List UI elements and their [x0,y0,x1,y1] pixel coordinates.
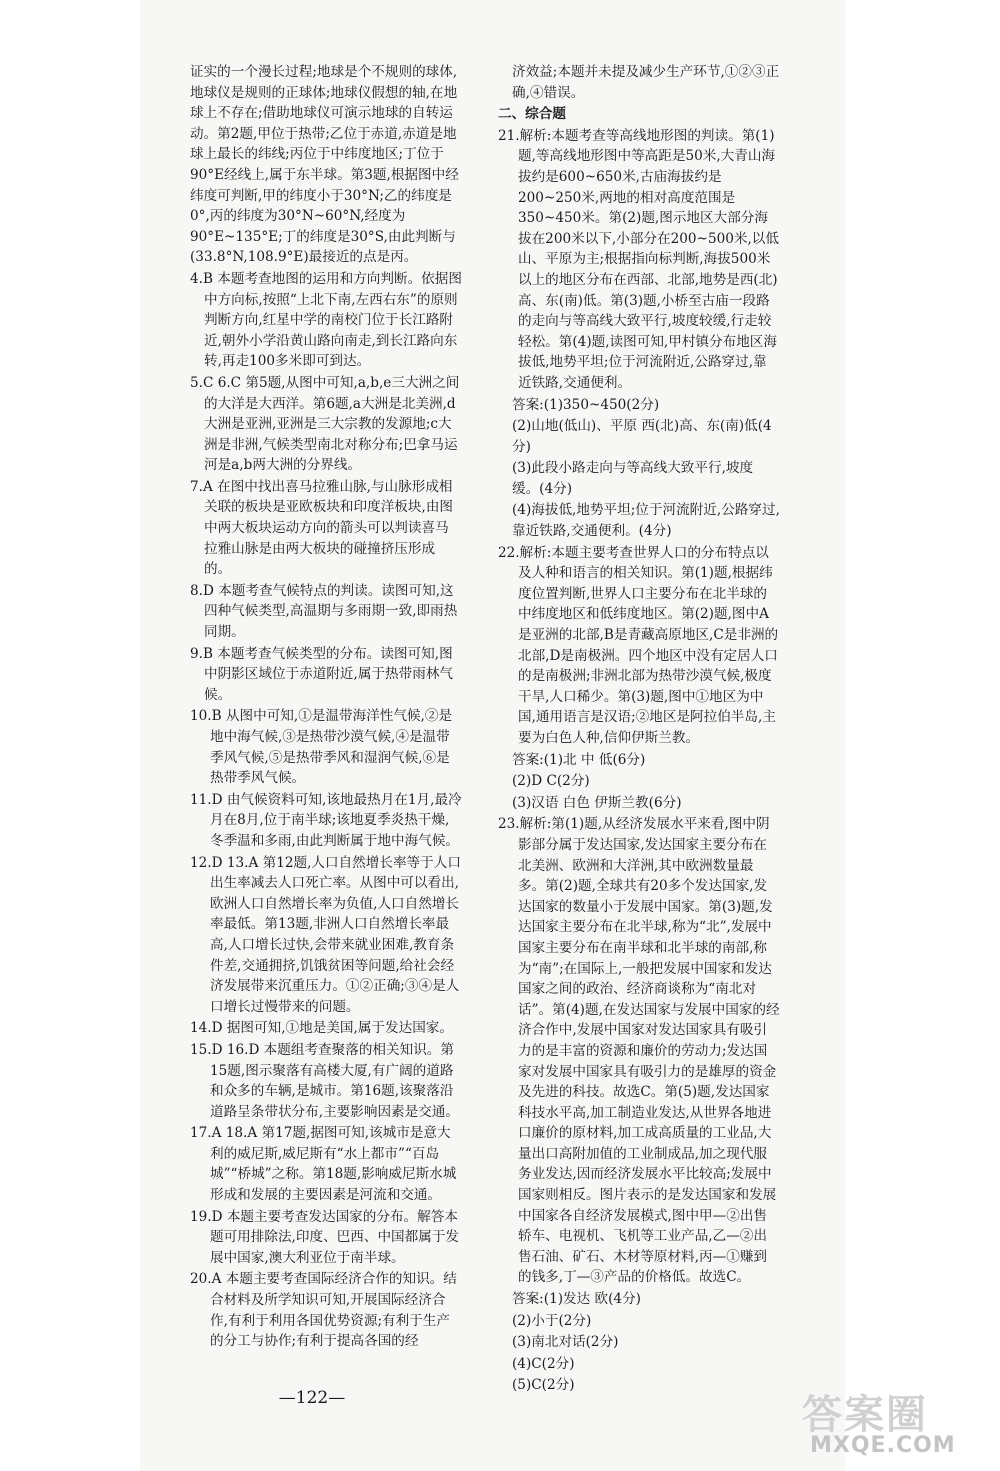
q9-answer: 9.B 本题考查气候类型的分布。读图可知,图中阴影区域位于赤道附近,属于热带雨林气候。 [190,645,454,703]
q22-answer-2: (2)D C(2分) [512,773,590,790]
q23-answers [498,1289,780,1396]
q20-continuation: 济效益;本题并未提及减少生产环节,①②③正确,④错误。 [512,64,780,101]
q21-answer-1: 答案:(1)350~450(2分) [512,396,660,413]
q21-answer-3: (3)此段小路走向与等高线大致平行,坡度缓。(4分) [512,460,754,497]
q17-18-answer: 17.A 18.A 第17题,据图可知,该城市是意大利的威尼斯,威尼斯有“水上都市”“百岛城”“桥城”之称。第18题,影响威尼斯水城形成和发展的主要因素是河流和交通。 [190,1125,457,1204]
q21-answers [498,395,780,542]
q15-16-answer: 15.D 16.D 本题组考查聚落的相关知识。第15题,图示聚落有高楼大厦,有广阔的道路和众多的车辆,是城市。第16题,该聚落沿道路呈条带状分布,主要影响因素是交通。 [190,1041,460,1120]
watermark-logo: 答案圈 [802,1392,928,1438]
q21-answer-4: (4)海拔低,地势平坦;位于河流附近,公路穿过,靠近铁路,交通便利。(4分) [512,502,780,540]
q22-analysis: 22.解析:本题主要考查世界人口的分布特点以及人种和语言的相关知识。第(1)题,根据纬度位置判断,世界人口主要分布在北半球的中纬度地区和低纬度地区。第(2)题,图中A是亚洲的北部,B是青藏高原地区,C是非洲的北部,D是南极洲。四个地区中没有定居人口的是南极洲;非洲北部为热带沙漠气候,极度干旱,人口稀少。第(3)题,图中①地区为中国,通用语言是汉语;②地区是阿拉伯半岛,主要为白色人种,信仰伊斯兰教。 [498,544,779,746]
q23-answer-5: (5)C(2分) [512,1377,575,1394]
q22-answer-1: 答案:(1)北 中 低(6分) [512,751,646,768]
q22-answer-3: (3)汉语 白色 伊斯兰教(6分) [512,794,682,811]
q8-answer: 8.D 本题考查气候特点的判读。读图可知,这四种气候类型,高温期与多雨期一致,即雨热同期。 [190,582,458,641]
q23-answer-1: 答案:(1)发达 欧(4分) [512,1291,641,1308]
q21-analysis: 21.解析:本题考查等高线地形图的判读。第(1)题,等高线地形图中等高距是50米,大青山海拔约是600~650米,古庙海拔约是200~250米,两地的相对高度范围是350~450米。第(2)题,图示地区大部分海拔在200米以下,小部分在200~500米,以低山、平原为主;根据指向标判断,海拔500米以上的地区分布在西部、北部,地势是西(北)高、东(南)低。第(3)题,小桥至古庙一段路的走向与等高线大致平行,坡度较缓,行走较轻松。第(4)题,读图可知,甲村镇分布地区海拔低,地势平坦;位于河流附近,公路穿过,靠近铁路,交通便利。 [498,127,779,391]
q12-13-answer: 12.D 13.A 第12题,人口自然增长率等于人口出生率减去人口死亡率。从图中可以看出,欧洲人口自然增长率为负值,人口自然增长率最低。第13题,非洲人口自然增长率最高,人口增长过快,会带来就业困难,教育条件差,交通拥挤,饥饿贫困等问题,给社会经济发展带来沉重压力。①②正确;③④是人口增长过慢带来的问题。 [190,854,461,1015]
q23-analysis: 23.解析:第(1)题,从经济发展水平来看,图中阴影部分属于发达国家,发达国家主要分布在北美洲、欧洲和大洋洲,其中欧洲数量最多。第(2)题,全球共有20多个发达国家,发达国家的数量小于发展中国家。第(3)题,发达国家主要分布在北半球,称为“北”,发展中国家主要分布在南半球和北半球的南部,称为“南”;在国际上,一般把发展中国家和发达国家之间的政治、经济商谈称为“南北对话”。第(4)题,在发达国家与发展中国家的经济合作中,发展中国家对发达国家具有吸引力的是丰富的资源和廉价的劳动力;发达国家对发展中国家具有吸引力的是雄厚的资金及先进的科技。故选C。第(5)题,发达国家科技水平高,加工制造业发达,从世界各地进口廉价的原材料,加工成高质量的工业品,大量出口高附加值的工业制成品,加之现代服务业发达,因而经济发展水平比较高;发展中国家则相反。图片表示的是发达国家和发展中国家各自经济发展模式,图中甲—②出售轿车、电视机、飞机等工业产品,乙—②出售石油、矿石、木材等原材料,丙—①赚到的钱多,丁—③产品的价格低。故选C。 [498,816,780,1286]
q23-answer-3: (3)南北对话(2分) [512,1334,619,1351]
q20-answer: 20.A 本题主要考查国际经济合作的知识。结合材料及所学知识可知,开展国际经济合作,有利于利用各国优势资源;有利于生产的分工与协作;有利于提高各国的经 [190,1271,457,1350]
page-number: —122— [278,1388,346,1408]
q1-3-continuation: 证实的一个漫长过程;地球是个不规则的球体,地球仪是规则的正球体;地球仪假想的轴,在地球上不存在;借助地球仪可演示地球的自转运动。第2题,甲位于热带;乙位于赤道,赤道是地球上最长的纬线;丙位于中纬度地区;丁位于90°E经线上,属于东半球。第3题,根据图中经纬度可判断,甲的纬度小于30°N;乙的纬度是0°,丙的纬度为30°N~60°N,经度为90°E~135°E;丁的纬度是30°S,由此判断与(33.8°N,108.9°E)最接近的点是丙。 [190,64,459,266]
q22-answers [498,750,780,814]
watermark [802,1383,972,1463]
q7-answer: 7.A 在图中找出喜马拉雅山脉,与山脉形成相关联的板块是亚欧板块和印度洋板块,由图中两大板块运动方向的箭头可以判读喜马拉雅山脉是由两大板块的碰撞挤压形成的。 [190,478,454,578]
q10-answer: 10.B 从图中可知,①是温带海洋性气候,②是地中海气候,③是热带沙漠气候,④是温带季风气候,⑤是热带季风和湿润气候,⑥是热带季风气候。 [190,708,453,787]
q23-answer-2: (2)小于(2分) [512,1312,592,1329]
q21-answer-2: (2)山地(低山)、平原 西(北)高、东(南)低(4分) [512,418,772,455]
watermark-site: MXQE.COM [810,1433,956,1458]
left-column [190,62,462,1353]
q4-answer: 4.B 本题考查地图的运用和方向判断。依据图中方向标,按照“上北下南,左西右东”的原则判断方向,红星中学的南校门位于长江路附近,朝外小学沿黄山路向南走,到长江路向东转,再走100多米即可到达。 [190,270,462,370]
section-title: 二、综合题 [498,106,566,123]
q23-answer-4: (4)C(2分) [512,1355,575,1372]
q14-answer: 14.D 据图可知,①地是美国,属于发达国家。 [190,1020,453,1037]
q19-answer: 19.D 本题主要考查发达国家的分布。解答本题可用排除法,印度、巴西、中国都属于发展中国家,澳大利亚位于南半球。 [190,1208,460,1266]
q5-6-answer: 5.C 6.C 第5题,从图中可知,a,b,e三大洲之间的大洋是大西洋。第6题,a大洲是北美洲,d大洲是亚洲,亚洲是三大宗教的发源地;c大洲是非洲,气候类型南北对称分布;巴拿马运河是a,b两大洲的分界线。 [190,374,460,474]
q11-answer: 11.D 由气候资料可知,该地最热月在1月,最冷月在8月,位于南半球;该地夏季炎热干燥,冬季温和多雨,由此判断属于地中海气候。 [190,791,462,849]
right-column [498,62,780,1397]
